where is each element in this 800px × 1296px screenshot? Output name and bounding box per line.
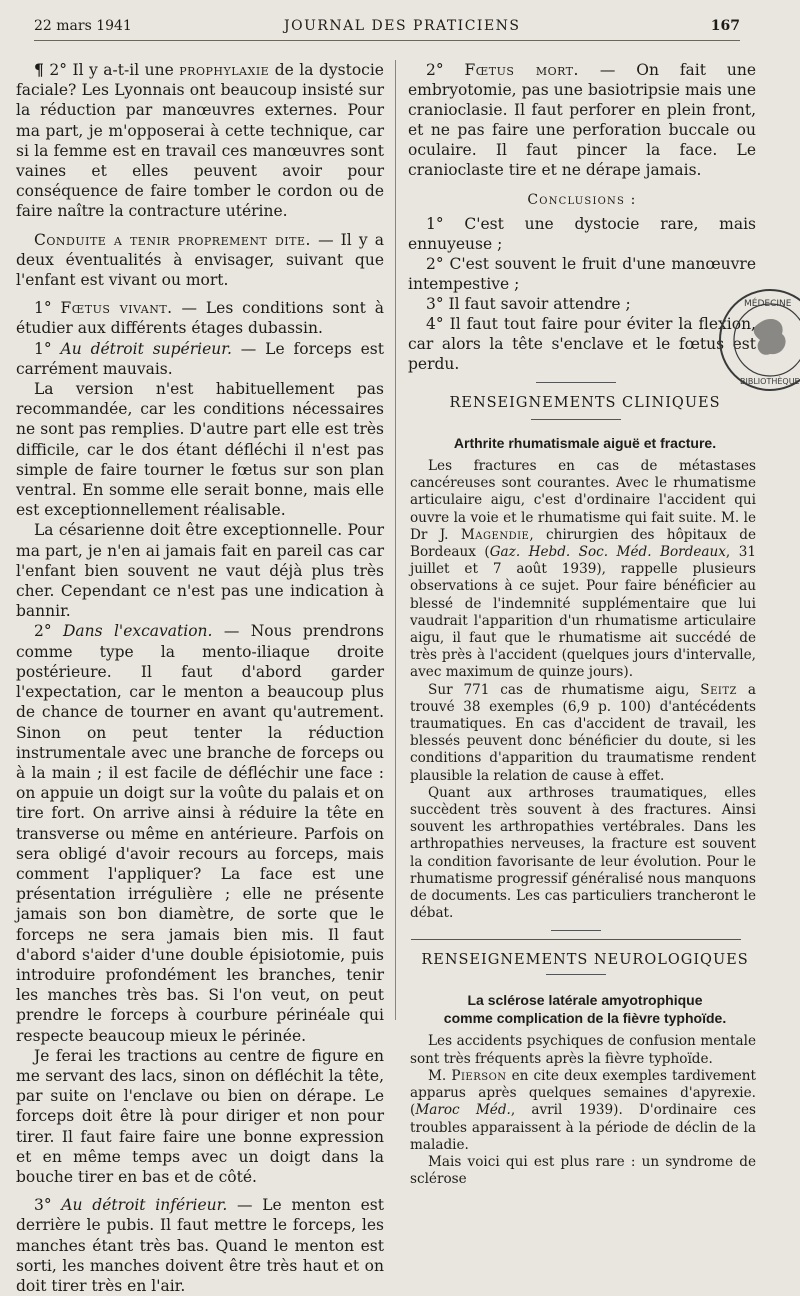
- conclusion-4: 4° Il faut tout faire pour éviter la flexion, car alors la tête s'enclave et le fœtus est perdu.: [408, 315, 756, 373]
- conclusion-3: 3° Il faut savoir attendre ;: [426, 295, 631, 313]
- paragraph-foetus-vivant: 1° Fœtus vivant. — Les conditions sont à étudier aux différents étages dubassin.: [16, 299, 384, 338]
- paragraph-seitz: Sur 771 cas de rhumatisme aigu, Seitz a trouvé 38 exemples (6,9 p. 100) d'antécédents traumatiques. En cas d'accident de travail, les blessés peuvent donc bénéficier du doute, si les conditions d'apparition du traumatisme rendent plausible la relation de cause à effet.: [410, 681, 756, 784]
- svg-text:BIBLIOTHÈQUE: BIBLIOTHÈQUE: [740, 377, 800, 386]
- paragraph-tractions: Je ferai les tractions au centre de figure en me servant des lacs, sinon on défléchit la tête, par suite on l'enclave ou bien on dérape. Le forceps doit être là pour diriger et non pour tirer. Il faut faire faire une bonne expression et en même temps avec un doigt dans la bouche tirer en bas et de côté.: [16, 1046, 384, 1186]
- paragraph-accidents-psychiques: Les accidents psychiques de confusion mentale sont très fréquents après la fièvre typhoïde.: [410, 1033, 756, 1067]
- paragraph-foetus-mort: 2° Fœtus mort. — On fait une embryotomie, pas une basiotripsie mais une cranioclasie. Il faut perforer en plein front, et ne pas faire une perforation buccale ou oculaire. Il faut pincer la face. Le cranioclaste tire et ne dérape jamais.: [408, 61, 757, 179]
- library-stamp: [710, 284, 800, 396]
- svg-text:MÉDECINE: MÉDECINE: [744, 299, 792, 309]
- left-column: [16, 60, 384, 1296]
- paragraph-pierson: M. Pierson en cite deux exemples tardivement apparus après quelques semaines d'apyrexie. (Maroc Méd., avril 1939). D'ordinaire ces troubles apparaissent à la période de déclin de la maladie.: [410, 1067, 757, 1153]
- header-date: 22 mars 1941: [34, 18, 132, 34]
- paragraph-conduite: Conduite a tenir proprement dite. — Il y a deux éventualités à envisager, suivant que l'enfant est vivant ou mort.: [16, 230, 384, 290]
- header-page-number: 167: [710, 18, 740, 34]
- running-header: [34, 14, 740, 41]
- paragraph-fractures: Les fractures en cas de métastases cancéreuses sont courantes. Avec le rhumatisme articulaire aigu, c'est d'ordinaire l'accident qui ouvre la voie et le rhumatisme qui fait suite. M. le Dr J. Magendie, chirurgien des hôpitaux de Bordeaux (Gaz. Hebd. Soc. Méd. Bordeaux, 31 juillet et 7 août 1939), rappelle plusieurs observations à ce sujet. Pour faire bénéficier au blessé de l'indemnité supplémentaire que lui vaudrait l'apparition d'un rhumatisme articulaire aigu, il faut que le rhumatisme ait succédé de très près à l'accident (quelques jours d'intervalle, avec maximum de quinze jours).: [410, 458, 756, 681]
- paragraph-cesarienne: La césarienne doit être exceptionnelle. Pour ma part, je n'en ai jamais fait en pareil cas car l'enfant bien souvent ne vaut déjà plus très cher. Cependant ce n'est pas une indication à bannir.: [16, 521, 384, 621]
- conclusion-1: 1° C'est une dystocie rare, mais ennuyeuse ;: [408, 215, 756, 253]
- article-title-arthrite: Arthrite rhumatismale aiguë et fracture.: [453, 435, 717, 451]
- short-rule: [546, 974, 606, 975]
- paragraph-arthroses: Quant aux arthroses traumatiques, elles succèdent très souvent à des fractures. Ainsi souvent les arthropathies vertébrales. Dans les arthropathies nerveuses, la fracture est souvent la condition favorisante de leur évolution. Pour le rhumatisme progressif généralisé nous manquons de documents. Les cas particuliers trancheront le débat.: [410, 784, 756, 922]
- conclusions-heading: Conclusions :: [527, 192, 637, 208]
- paragraph-detroit-inferieur: 3° Au détroit inférieur. — Le menton est derrière le pubis. Il faut mettre le forceps, les manches étant très bas. Quand le menton est sorti, les manches doivent être très haut et on doit tirer très en l'air.: [16, 1196, 384, 1295]
- paragraph-version: La version n'est habituellement pas recommandée, car les conditions nécessaires ne sont pas remplies. D'autre part elle est très difficile, car le dos étant défléchi il n'est pas simple de faire tourner le fœtus sur son plan ventral. En somme elle serait bonne, mais elle est exceptionnellement réalisable.: [16, 380, 384, 520]
- section-title-neurologiques: RENSEIGNEMENTS NEUROLOGIQUES: [421, 952, 749, 969]
- short-rule: [551, 930, 601, 931]
- article-title-sclerose-line2: comme complication de la fièvre typhoïde.: [443, 1010, 727, 1027]
- paragraph-detroit-superieur: 1° Au détroit supérieur. — Le forceps est carrément mauvais.: [16, 339, 384, 378]
- article-title-sclerose-line1: La sclérose latérale amyotrophique: [467, 992, 703, 1009]
- short-rule: [531, 419, 621, 420]
- header-journal-title: JOURNAL DES PRATICIENS: [284, 18, 521, 34]
- conclusion-2: 2° C'est souvent le fruit d'une manœuvre intempestive ;: [408, 255, 756, 293]
- paragraph-prophylaxie: ¶ 2° Il y a-t-il une prophylaxie de la dystocie faciale? Les Lyonnais ont beaucoup insisté sur la réduction par manœuvres externes. Pour ma part, je m'opposerai à cette technique, car si la femme est en travail ces manœuvres sont vaines et elles peuvent avoir pour conséquence de faire tomber le cordon ou de faire naître la contracture utérine.: [16, 60, 384, 221]
- section-title-cliniques: RENSEIGNEMENTS CLINIQUES: [449, 395, 721, 411]
- paragraph-syndrome: Mais voici qui est plus rare : un syndrome de sclérose: [410, 1153, 756, 1188]
- stamp-seal-icon: [710, 284, 800, 396]
- paragraph-excavation: 2° Dans l'excavation. — Nous prendrons comme type la mento-iliaque droite postérieure. Il faut d'abord garder l'expectation, car le menton a beaucoup plus de chance de tourner en avant qu'autrement. Sinon on peut tenter la réduction instrumentale avec une branche de forceps ou à la main ; il est facile de défléchir une face : on appuie un doigt sur la voûte du palais et on tire fort. On arrive ainsi à réduire la tête en transverse ou même en antérieure. Parfois on sera obligé d'avoir recours au forceps, mais comment l'appliquer? La face est une présentation irrégulière ; elle ne présente jamais son bon diamètre, de sorte que le forceps ne sera jamais bien mis. Il faut d'abord s'aider d'une double épisiotomie, puis introduire profondément les branches, tenir les manches très bas. Si l'on veut, on peut prendre le forceps à courbure périnéale qui respecte beaucoup mieux le périnée.: [16, 622, 385, 1045]
- right-column: [396, 60, 756, 1188]
- short-rule: [536, 382, 616, 383]
- section-rule: [411, 939, 741, 940]
- pilcrow-mark: ¶: [34, 60, 44, 79]
